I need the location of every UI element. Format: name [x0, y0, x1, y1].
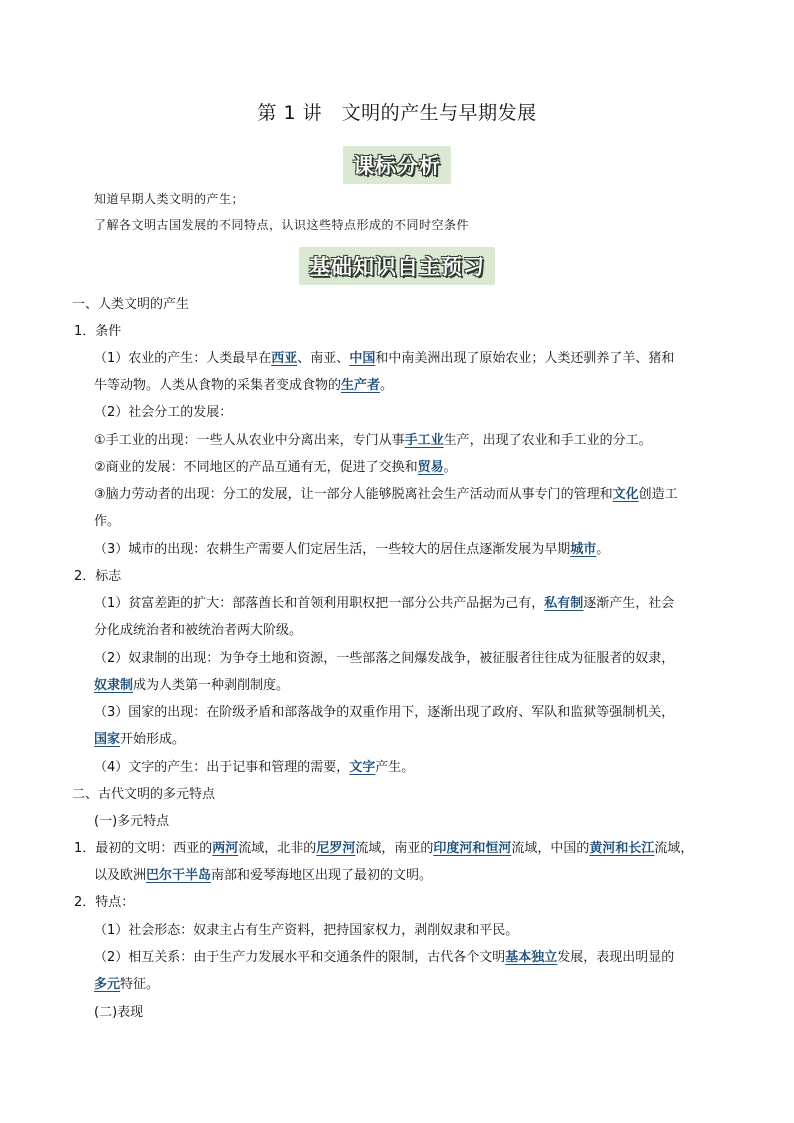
text-line — [94, 432, 652, 450]
text-segment: 1．最初的文明：西亚的 — [74, 841, 213, 856]
text-segment: 一、人类文明的产生 — [72, 297, 190, 312]
text-segment: 2．特点： — [74, 895, 135, 910]
text-segment: 分化成统治者和被统治者两大阶级。 — [94, 623, 303, 638]
text-line — [94, 922, 518, 940]
text-line — [74, 568, 121, 586]
text-segment: 以及欧洲 — [94, 868, 147, 883]
text-segment: 特征。 — [120, 977, 160, 992]
text-line — [94, 486, 678, 504]
text-segment: 作。 — [94, 514, 121, 529]
text-segment: （3）国家的出现：在阶级矛盾和部落战争的双重作用下，逐渐出现了政府、军队和监狱等强制机关， — [94, 705, 675, 720]
text-segment: （1）社会形态：奴隶主占有生产资料，把持国家权力，剥削奴隶和平民。 — [94, 923, 519, 938]
text-line — [94, 595, 674, 613]
text-line — [94, 867, 432, 885]
keyword-answer: 手工业 — [404, 433, 444, 448]
text-segment: ③脑力劳动者的出现：分工的发展，让一部分人能够脱离社会生产活动而从事专门的管理和 — [94, 487, 613, 502]
keyword-answer: 贸易 — [417, 460, 444, 475]
text-line — [94, 677, 289, 695]
text-line — [72, 296, 189, 314]
keyword-answer: 私有制 — [544, 596, 584, 611]
keyword-answer: 文字 — [349, 760, 376, 775]
keyword-answer: 尼罗河 — [316, 841, 356, 856]
text-segment: 逐渐产生，社会 — [583, 596, 675, 611]
text-segment: 生产，出现了农业和手工业的分工。 — [443, 433, 652, 448]
text-segment: 1．条件 — [74, 324, 122, 339]
keyword-answer: 生产者 — [341, 378, 381, 393]
text-line — [74, 323, 121, 341]
keyword-answer: 文化 — [612, 487, 639, 502]
text-line — [94, 650, 674, 668]
text-segment: （1）贫富差距的扩大：部落酋长和首领利用职权把一部分公共产品据为己有， — [94, 596, 545, 611]
text-line — [94, 350, 674, 368]
text-segment: （2）相互关系：由于生产力发展水平和交通条件的限制，古代各个文明 — [94, 950, 506, 965]
text-line — [94, 1004, 143, 1022]
text-segment: 开始形成。 — [120, 732, 186, 747]
text-segment: 牛等动物。人类从食物的采集者变成食物的 — [94, 378, 342, 393]
text-segment: ②商业的发展：不同地区的产品互通有无，促进了交换和 — [94, 460, 418, 475]
keyword-answer: 奴隶制 — [94, 678, 134, 693]
text-line — [94, 976, 159, 994]
text-segment: 。 — [596, 542, 610, 557]
text-line — [94, 731, 185, 749]
text-segment: 2．标志 — [74, 569, 122, 584]
text-segment: （3）城市的出现：农耕生产需要人们定居生活，一些较大的居住点逐渐发展为早期 — [94, 542, 571, 557]
text-line — [94, 759, 414, 777]
note-line-2: 了解各文明古国发展的不同特点，认识这些特点形成的不同时空条件 — [94, 218, 470, 232]
section-banner-curriculum: 课标分析 — [343, 146, 451, 184]
text-line — [94, 949, 674, 967]
text-segment: 发展，表现出明显的 — [557, 950, 675, 965]
keyword-answer: 印度河和恒河 — [433, 841, 512, 856]
text-segment: （2）社会分工的发展： — [94, 405, 233, 420]
text-segment: 流域，中国的 — [511, 841, 590, 856]
text-segment: 。 — [380, 378, 394, 393]
text-segment: (二)表现 — [94, 1005, 144, 1020]
text-segment: （4）文字的产生：出于记事和管理的需要， — [94, 760, 350, 775]
page-title: 第 1 讲 文明的产生与早期发展 — [257, 102, 537, 124]
keyword-answer: 两河 — [212, 841, 239, 856]
text-line — [94, 377, 393, 395]
text-line — [94, 459, 457, 477]
section-banner-preview: 基础知识自主预习 — [299, 247, 495, 285]
keyword-answer: 巴尔干半岛 — [146, 868, 212, 883]
text-segment: 流域，北非的 — [238, 841, 317, 856]
text-line — [72, 786, 215, 804]
text-segment: 产生。 — [375, 760, 415, 775]
text-line — [94, 541, 609, 559]
text-line — [94, 622, 302, 640]
keyword-answer: 国家 — [94, 732, 121, 747]
keyword-answer: 基本独立 — [505, 950, 558, 965]
keyword-answer: 城市 — [570, 542, 597, 557]
text-segment: 二、古代文明的多元特点 — [72, 787, 216, 802]
keyword-answer: 西亚 — [271, 351, 298, 366]
text-line — [94, 404, 232, 422]
text-segment: 。 — [443, 460, 457, 475]
text-segment: ①手工业的出现：一些人从农业中分离出来，专门从事 — [94, 433, 405, 448]
note-line-1: 知道早期人类文明的产生； — [94, 192, 245, 206]
text-segment: 南部和爱琴海地区出现了最初的文明。 — [211, 868, 433, 883]
text-segment: 流域，南亚的 — [355, 841, 434, 856]
text-line — [74, 840, 693, 858]
keyword-answer: 多元 — [94, 977, 121, 992]
text-line — [94, 513, 120, 531]
text-segment: 流域， — [654, 841, 694, 856]
text-line — [74, 894, 134, 912]
text-segment: 成为人类第一种剥削制度。 — [133, 678, 290, 693]
text-segment: 和中南美洲出现了原始农业；人类还驯养了羊、猪和 — [375, 351, 675, 366]
keyword-answer: 中国 — [349, 351, 376, 366]
keyword-answer: 黄河和长江 — [589, 841, 655, 856]
text-segment: （2）奴隶制的出现：为争夺土地和资源，一些部落之间爆发战争，被征服者往往成为征服者的奴隶， — [94, 651, 675, 666]
text-line — [94, 813, 169, 831]
text-segment: （1）农业的产生：人类最早在 — [94, 351, 272, 366]
text-segment: 、南亚、 — [297, 351, 350, 366]
text-line — [94, 704, 674, 722]
text-segment: (一)多元特点 — [94, 814, 170, 829]
text-segment: 创造工 — [638, 487, 678, 502]
